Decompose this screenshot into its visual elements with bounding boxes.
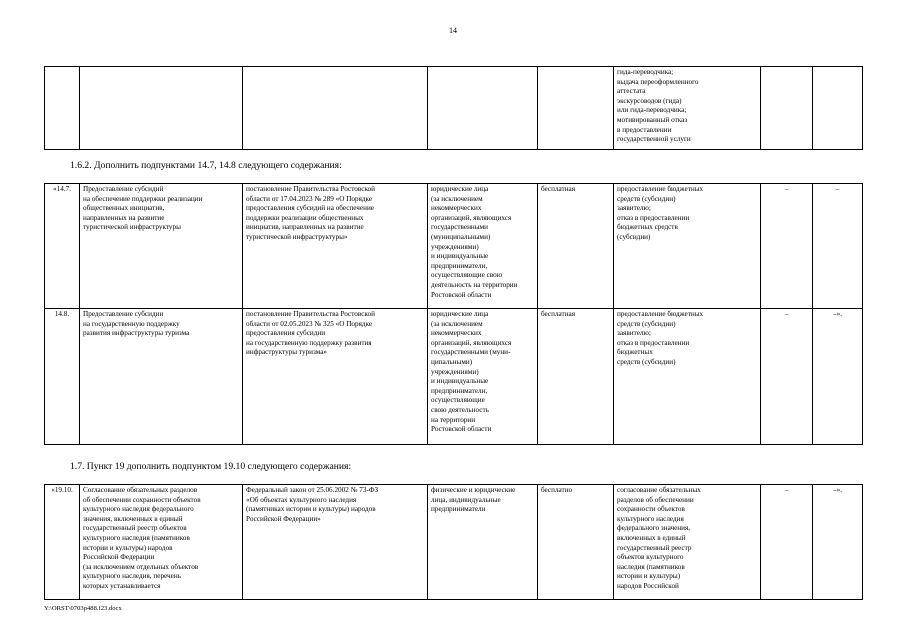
table-row [45,67,863,150]
cell-col8 [813,67,863,150]
cell-result: предоставление бюджетных средств (субсидии) заявителю; отказ в предоставлении бюджетных средств (субсидии) [614,309,761,445]
table-heritage [44,484,863,600]
cell-name [80,67,243,150]
table-subsidies [44,183,863,445]
table-row [45,485,863,600]
cell-name: Предоставление субсидий на обеспечение поддержки реализации общественных инициатив, направленных на развитие туристической инфраструктуры [80,184,243,309]
cell-col7: – [761,485,813,600]
cell-col7: – [761,184,813,309]
table-row [45,309,863,445]
file-path-footer: Y:\ORST\0703p488.f23.docx [44,605,122,612]
cell-fee [538,67,614,150]
section-heading-1-6-2: 1.6.2. Дополнить подпунктами 14.7, 14.8 следующего содержания: [70,160,342,171]
cell-col8: –». [813,485,863,600]
table-row [45,184,863,309]
cell-act: постановление Правительства Ростовской области от 17.04.2023 № 289 «О Порядке предоставления субсидий на обеспечение поддержки реализации общественных инициатив, направленных на развитие туристической инфраструктуры» [243,184,428,309]
cell-recipients [428,67,538,150]
cell-result: согласование обязательных разделов об обеспечении сохранности объектов культурного наследия федерального значения, включенных в единый государственный реестр объектов культурного наследия (памятников истории и культуры) народов Российской [614,485,761,600]
cell-act [243,67,428,150]
page-number: 14 [449,26,457,35]
cell-col7 [761,67,813,150]
cell-result: предоставление бюджетных средств (субсидии) заявителю; отказ в предоставлении бюджетных средств (субсидии) [614,184,761,309]
table-continuation [44,66,863,150]
cell-fee: бесплатная [538,309,614,445]
cell-number [45,67,80,150]
cell-name: Согласование обязательных разделов об обеспечении сохранности объектов культурного наследия федерального значения, включенных в единый государственный реестр объектов культурного наследия (памятников истории и культуры) народов Российской Федерации (за исключением отдельных объектов культурного наследия, перечень которых устанавливается [80,485,243,600]
cell-act: постановление Правительства Ростовской области от 02.05.2023 № 325 «О Порядке предоставления субсидии на государственную поддержку развития инфраструктуры туризма» [243,309,428,445]
cell-col8: –». [813,309,863,445]
cell-recipients: физические и юридические лица, индивидуальные предприниматели [428,485,538,600]
cell-act: Федеральный закон от 25.06.2002 № 73-ФЗ «Об объектах культурного наследия (памятниках истории и культуры) народов Российской Федерации» [243,485,428,600]
cell-number: «14.7. [45,184,80,309]
cell-number: 14.8. [45,309,80,445]
cell-col7: – [761,309,813,445]
cell-col8: – [813,184,863,309]
cell-recipients: юридические лица (за исключением некоммерческих организаций, являющихся государственными (муниципальными) учреждениями) и индивидуальные предприниматели, осуществляющие свою деятельность на территории Ростовской области [428,184,538,309]
cell-fee: бесплатная [538,184,614,309]
cell-fee: бесплатно [538,485,614,600]
cell-result: гида-переводчика; выдача переоформленного аттестата экскурсоводов (гида) или гида-переводчика; мотивированный отказ в предоставлении государственной услуги [614,67,761,150]
cell-name: Предоставление субсидии на государственную поддержку развития инфраструктуры туризма [80,309,243,445]
section-heading-1-7: 1.7. Пункт 19 дополнить подпунктом 19.10 следующего содержания: [70,461,352,472]
cell-number: «19.10. [45,485,80,600]
cell-recipients: юридические лица (за исключением некоммерческих организаций, являющихся государственными (муни- ципальными) учреждениями) и индивидуальные предприниматели, осуществляющие свою деятельность на территории Ростовской области [428,309,538,445]
